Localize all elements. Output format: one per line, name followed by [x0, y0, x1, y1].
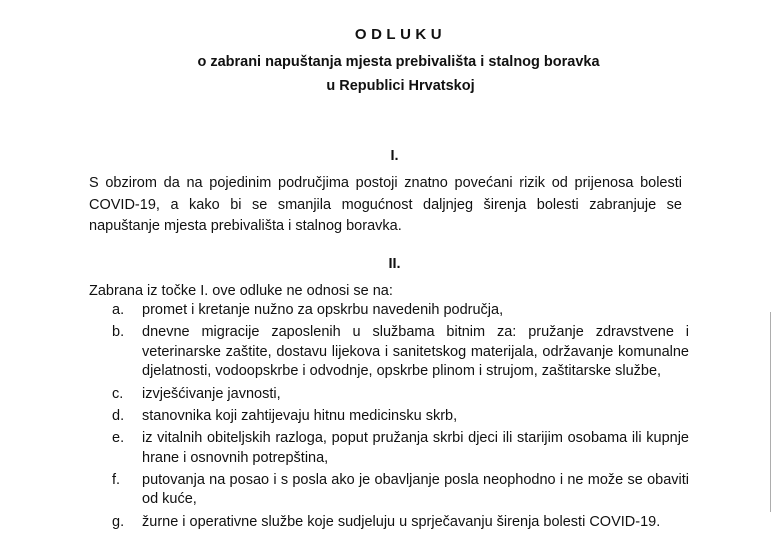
section-1-number: I.	[390, 148, 399, 164]
list-item-text: stanovnika koji zahtijevaju hitnu medicinsku skrb,	[142, 407, 458, 424]
list-item-text: izvješćivanje javnosti,	[142, 385, 281, 402]
list-item-marker: g.	[112, 513, 125, 530]
list-item	[89, 471, 689, 510]
list-item-marker: d.	[112, 407, 125, 424]
list-item	[89, 323, 689, 382]
list-item-text: putovanja na posao i s posla ako je obavljanje posla neophodno i ne može se obaviti od kuće,	[142, 471, 689, 508]
page-edge-line	[770, 312, 771, 512]
document-subtitle-line-2: u Republici Hrvatskoj	[326, 78, 475, 94]
list-item	[89, 385, 689, 405]
document-title: ODLUKU	[354, 26, 447, 43]
list-item-text: žurne i operativne službe koje sudjeluju u sprječavanju širenja bolesti COVID-19.	[142, 513, 661, 530]
document-subtitle-line-1: o zabrani napuštanja mjesta prebivališta i stalnog boravka	[197, 54, 600, 70]
list-item-marker: e.	[112, 429, 125, 446]
list-item	[89, 407, 689, 427]
section-1-paragraph: S obzirom da na pojedinim područjima postoji znatno povećani rizik od prijenosa bolesti COVID-19, a kako bi se smanjila mogućnost daljnjeg širenja bolesti zabranjuje se napuštanje mjesta prebivališta i stalnog boravka.	[89, 175, 682, 234]
list-item-text: iz vitalnih obiteljskih razloga, poput pružanja skrbi djeci ili starijim osobama ili kupnje hrane i osnovnih potrepština,	[142, 429, 689, 466]
list-item-marker: c.	[112, 385, 124, 402]
section-2-number: II.	[388, 256, 401, 272]
list-item-text: promet i kretanje nužno za opskrbu navedenih područja,	[142, 302, 504, 318]
list-item-text: dnevne migracije zaposlenih u službama bitnim za: pružanje zdravstvene i veterinarske zaštite, dostavu lijekova i sanitetskog materijala, održavanje komunalne djelatnosti, vodoopskrbe i odvodnje, opskrbe plinom i strujom, zaštitarske službe,	[142, 324, 689, 380]
list-item	[89, 301, 689, 321]
section-2-intro: Zabrana iz točke I. ove odluke ne odnosi se na:	[89, 283, 393, 299]
list-item-marker: f.	[112, 471, 121, 488]
exceptions-list	[89, 301, 689, 535]
list-item	[89, 429, 689, 468]
list-item-marker: a.	[112, 302, 125, 318]
list-item-marker: b.	[112, 324, 125, 341]
list-item	[89, 513, 689, 533]
